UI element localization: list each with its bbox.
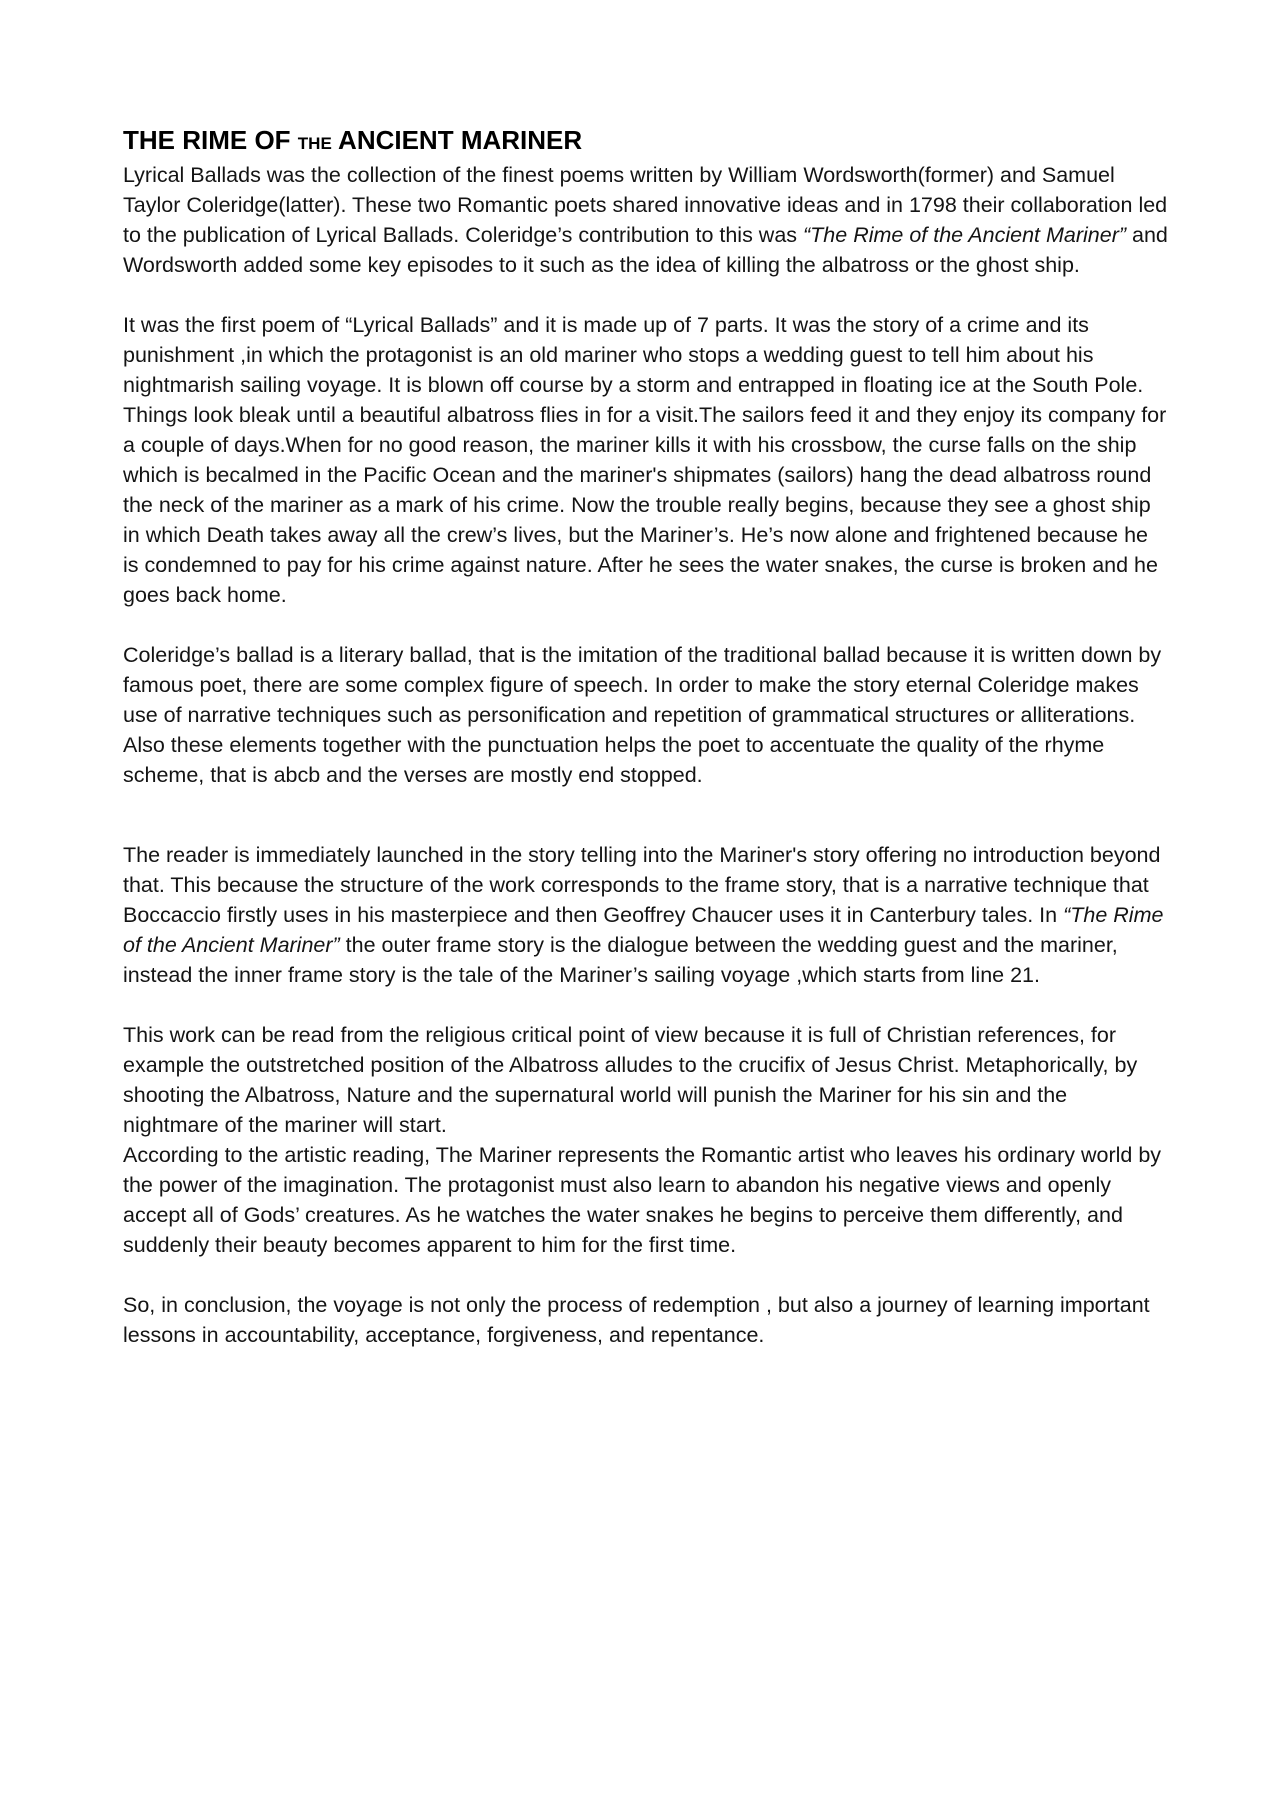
paragraph-2: It was the first poem of “Lyrical Ballads” and it is made up of 7 parts. It was the story of a crime and its punishment ,in which the protagonist is an old mariner who stops a wedding guest to tell him about his nightmarish sailing voyage. It is blown off course by a storm and entrapped in floating ice at the South Pole. Things look bleak until a beautiful albatross flies in for a visit.The sailors feed it and they enjoy its company for a couple of days.When for no good reason, the mariner kills it with his crossbow, the curse falls on the ship which is becalmed in the Pacific Ocean and the mariner's shipmates (sailors) hang the dead albatross round the neck of the mariner as a mark of his crime. Now the trouble really begins, because they see a ghost ship in which Death takes away all the crew’s lives, but the Mariner’s. He’s now alone and frightened because he is condemned to pay for his crime against nature. After he sees the water snakes, the curse is broken and he goes back home. bbox=[123, 313, 1167, 607]
document-title bbox=[123, 124, 1168, 160]
paragraph-3: Coleridge’s ballad is a literary ballad, that is the imitation of the traditional ballad because it is written down by famous poet, there are some complex figure of speech. In order to make the story eternal Coleridge makes use of narrative techniques such as personification and repetition of grammatical structures or alliterations. Also these elements together with the punctuation helps the poet to accentuate the quality of the rhyme scheme, that is abcb and the verses are mostly end stopped. bbox=[123, 643, 1162, 787]
title-part-1: THE RIME OF bbox=[123, 125, 298, 155]
paragraph-4-text-b: the outer frame story is the dialogue between the wedding guest and the mariner, instead the inner frame story is the tale of the Mariner’s sailing voyage ,which starts from line 21. bbox=[123, 933, 1118, 987]
paragraph-6: According to the artistic reading, The Mariner represents the Romantic artist who leaves his ordinary world by the power of the imagination. The protagonist must also learn to abandon his negative views and openly accept all of Gods’ creatures. As he watches the water snakes he begins to perceive them differently, and suddenly their beauty becomes apparent to him for the first time. bbox=[123, 1143, 1162, 1257]
paragraph-gap bbox=[123, 610, 1168, 640]
paragraph-7: So, in conclusion, the voyage is not only the process of redemption , but also a journey of learning important lessons in accountability, acceptance, forgiveness, and repentance. bbox=[123, 1293, 1150, 1347]
paragraph-1-text-b: and Wordsworth added some key episodes to it such as the idea of killing the albatross or the ghost ship. bbox=[123, 223, 1168, 277]
paragraph-gap bbox=[123, 990, 1168, 1020]
paragraph-1 bbox=[123, 160, 1168, 280]
paragraph-5: This work can be read from the religious critical point of view because it is full of Christian references, for example the outstretched position of the Albatross alludes to the crucifix of Jesus Christ. Metaphorically, by shooting the Albatross, Nature and the supernatural world will punish the Mariner for his sin and the nightmare of the mariner will start. bbox=[123, 1023, 1138, 1137]
paragraph-gap bbox=[123, 1260, 1168, 1290]
paragraph-4-work-title: “The Rime of the Ancient Mariner” bbox=[123, 903, 1164, 957]
paragraph-1-work-title: “The Rime of the Ancient Mariner” bbox=[803, 223, 1127, 247]
paragraph-1-text-a: Lyrical Ballads was the collection of the finest poems written by William Wordsworth(former) and Samuel Taylor Coleridge(latter). These two Romantic poets shared innovative ideas and in 1798 their collaboration led to the publication of Lyrical Ballads. Coleridge’s contribution to this was bbox=[123, 163, 1168, 247]
paragraph-4 bbox=[123, 840, 1168, 990]
paragraph-gap bbox=[123, 280, 1168, 310]
paragraph-gap-large bbox=[123, 790, 1168, 840]
document-page bbox=[123, 124, 1168, 1350]
title-part-2: THE bbox=[297, 134, 332, 153]
title-part-3: ANCIENT MARINER bbox=[331, 125, 583, 155]
paragraph-4-text-a: The reader is immediately launched in the story telling into the Mariner's story offering no introduction beyond that. This because the structure of the work corresponds to the frame story, that is a narrative technique that Boccaccio firstly uses in his masterpiece and then Geoffrey Chaucer uses it in Canterbury tales. In bbox=[123, 843, 1161, 927]
